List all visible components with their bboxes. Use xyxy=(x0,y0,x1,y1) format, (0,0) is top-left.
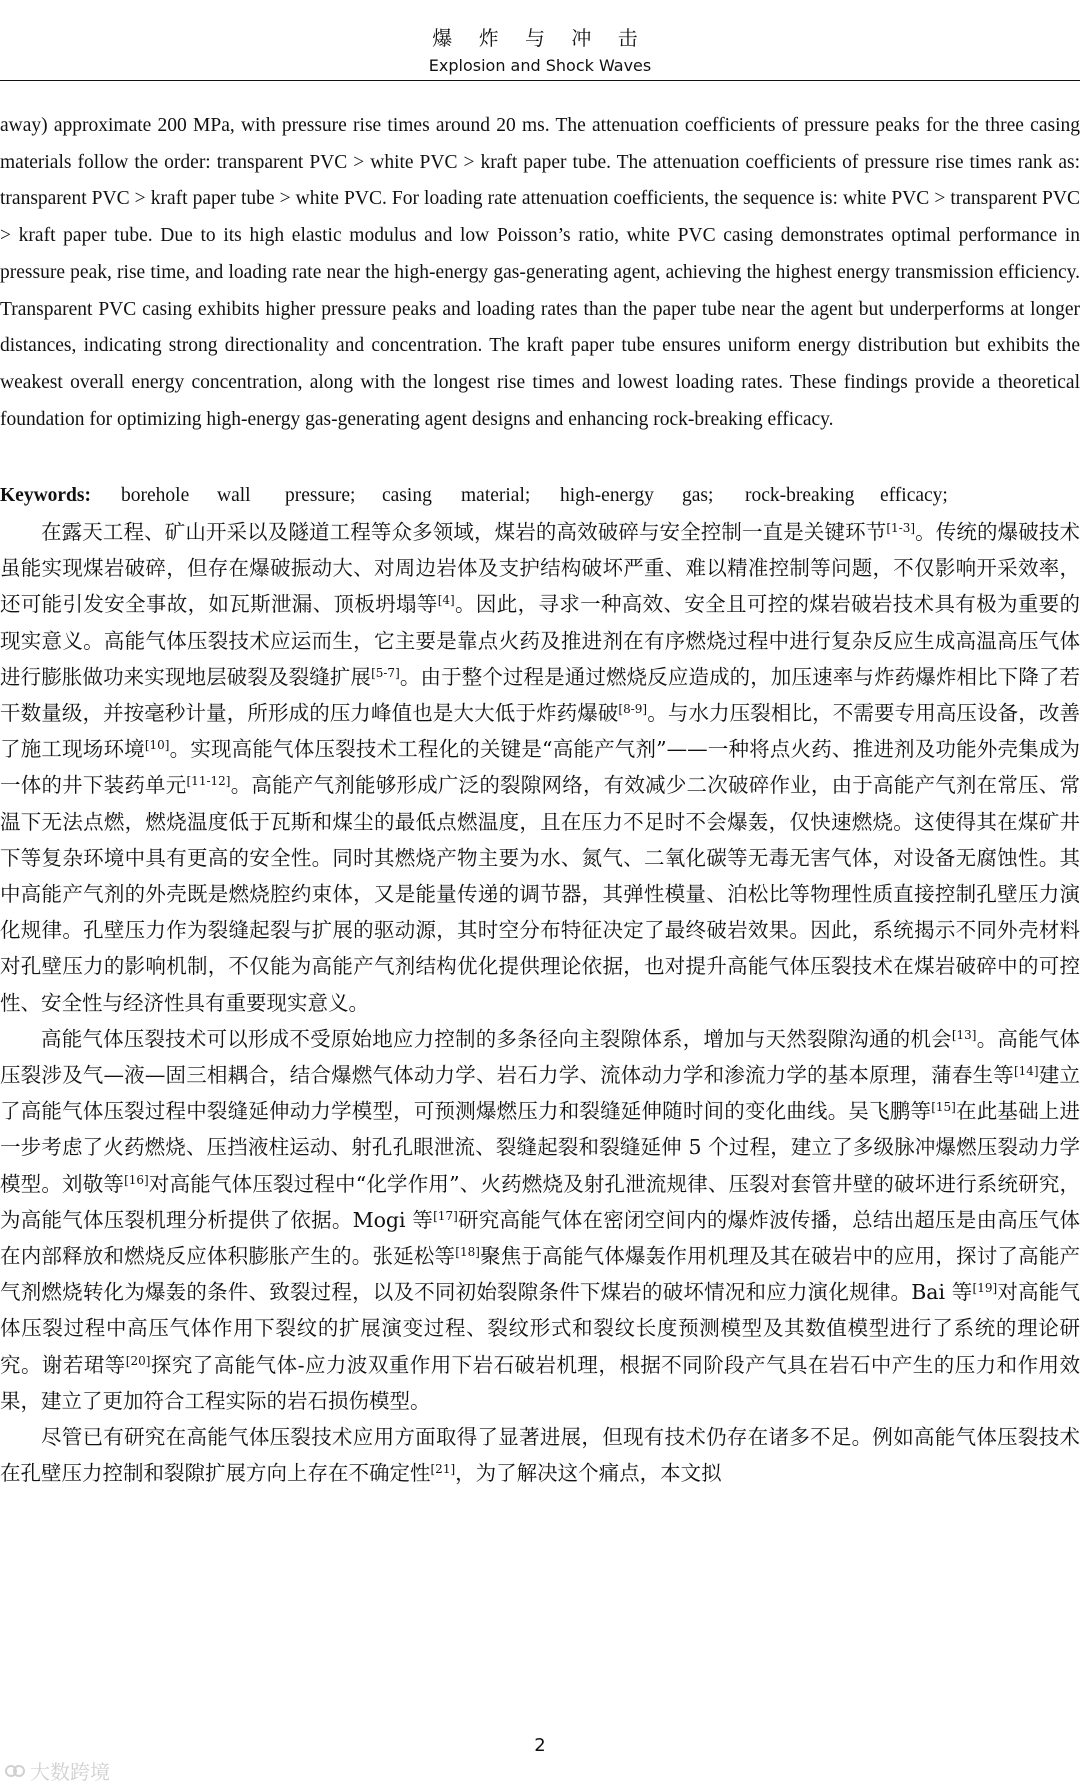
page-header xyxy=(0,0,1080,80)
body-paragraph-1 xyxy=(0,514,1080,1021)
body-text-run: 对高能气体压裂过程中“化学作用”、火药燃烧及射孔泄流规律、压裂对套管井壁的破坏进行系统研究，为高能气体压裂机理分析提供了依据。Mogi 等 xyxy=(0,1171,1080,1232)
header-divider xyxy=(0,80,1080,81)
body-text-run: 聚焦于高能气体爆轰作用机理及其在破岩中的应用，探讨了高能产气剂燃烧转化为爆轰的条件、致裂过程，以及不同初始裂隙条件下煤岩的破坏情况和应力演化规律。Bai 等 xyxy=(0,1244,1080,1305)
body-text-run: ，为了解决这个痛点，本文拟 xyxy=(455,1461,722,1486)
citation-ref[interactable]: [14] xyxy=(1013,1064,1039,1079)
abstract-paragraph: away) approximate 200 MPa, with pressure rise times around 20 ms. The attenuation coefficients of pressure peaks for the three casing materials follow the order: transparent PVC > white PVC > kraft paper tube. The attenuation coefficients of pressure rise times rank as: transparent PVC > kraft paper tube > white PVC. For loading rate attenuation coefficients, the sequence is: white PVC > transparent PVC > kraft paper tube. Due to its high elastic modulus and low Poisson’s ratio, white PVC casing demonstrates optimal performance in pressure peak, rise time, and loading rate near the high-energy gas-generating agent, achieving the highest energy transmission efficiency. Transparent PVC casing exhibits higher pressure peaks and loading rates than the paper tube near the agent but underperforms at longer distances, indicating strong directionality and concentration. The kraft paper tube ensures uniform energy distribution but exhibits the weakest overall energy concentration, along with the longest rise times and lowest loading rates. These findings provide a theoretical foundation for optimizing high-energy gas-generating agent designs and enhancing rock-breaking efficacy. xyxy=(0,115,1080,430)
citation-ref[interactable]: [13] xyxy=(951,1027,977,1042)
body-text-run: 尽管已有研究在高能气体压裂技术应用方面取得了显著进展，但现有技术仍存在诸多不足。例如高能气体压裂技术在孔壁压力控制和裂隙扩展方向上存在不确定性 xyxy=(0,1425,1080,1486)
body-text-run: 。高能气体压裂涉及气—液—固三相耦合，结合爆燃气体动力学、岩石力学、流体动力学和渗流力学的基本原理，蒲春生等 xyxy=(0,1026,1080,1088)
journal-title-chinese: 爆 炸 与 冲 击 xyxy=(432,26,648,50)
body-paragraph-2 xyxy=(0,1021,1080,1419)
keywords-label: Keywords: xyxy=(0,485,91,506)
citation-ref[interactable]: [4] xyxy=(437,593,455,608)
body-text-run: 建立了高能气体压裂过程中裂缝延伸动力学模型，可预测爆燃压力和裂缝延伸随时间的变化曲线。吴飞鹏等 xyxy=(0,1063,1080,1124)
keyword-term: wall xyxy=(217,485,251,506)
body-text-run: 。高能产气剂能够形成广泛的裂隙网络，有效减少二次破碎作业，由于高能产气剂在常压、常温下无法点燃，燃烧温度低于瓦斯和煤尘的最低点燃温度，且在压力不足时不会爆轰，仅快速燃烧。这使得其在煤矿井下等复杂环境中具有更高的安全性。同时其燃烧产物主要为水、氮气、二氧化碳等无毒无害气体，对设备无腐蚀性。其中高能产气剂的外壳既是燃烧腔约束体，又是能量传递的调节器，其弹性模量、泊松比等物理性质直接控制孔壁压力演化规律。孔壁压力作为裂缝起裂与扩展的驱动源，其时空分布特征决定了最终破岩效果。因此，系统揭示不同外壳材料对孔壁压力的影响机制，不仅能为高能产气剂结构优化提供理论依据，也对提升高能气体压裂技术在煤岩破碎中的可控性、安全性与经济性具有重要现实意义。 xyxy=(0,773,1080,1015)
keywords-line xyxy=(0,478,1080,514)
body-text-run: 在露天工程、矿山开采以及隧道工程等众多领域，煤岩的高效破碎与安全控制一直是关键环节 xyxy=(41,520,887,544)
body-paragraph-3 xyxy=(0,1419,1080,1491)
body-text-run: 。与水力压裂相比，不需要专用高压设备，改善了施工现场环境 xyxy=(0,701,1080,762)
keyword-term: pressure; xyxy=(285,485,356,506)
watermark xyxy=(4,1756,110,1785)
body-text-run: 。因此，寻求一种高效、安全且可控的煤岩破岩技术具有极为重要的现实意义。高能气体压裂技术应运而生，它主要是靠点火药及推进剂在有序燃烧过程中进行复杂反应生成高温高压气体进行膨胀做功来实现地层破裂及裂缝扩展 xyxy=(0,592,1080,689)
body-text-run: 探究了高能气体-应力波双重作用下岩石破岩机理，根据不同阶段产气具在岩石中产生的压力和作用效果，建立了更加符合工程实际的岩石损伤模型。 xyxy=(0,1352,1080,1413)
citation-ref[interactable]: [15] xyxy=(931,1100,956,1115)
body-text-run: 。实现高能气体压裂技术工程化的关键是“高能产气剂”——一种将点火药、推进剂及功能外壳集成为一体的井下装药单元 xyxy=(0,737,1080,798)
citation-ref[interactable]: [10] xyxy=(144,738,170,753)
keyword-term: borehole xyxy=(121,485,190,506)
journal-title-english: Explosion and Shock Waves xyxy=(428,56,652,75)
watermark-text: 大数跨境 xyxy=(30,1760,110,1784)
citation-ref[interactable]: [17] xyxy=(433,1208,458,1223)
citation-ref[interactable]: [1-3] xyxy=(886,521,916,535)
citation-ref[interactable]: [18] xyxy=(455,1245,480,1260)
body-text-run: 在此基础上进一步考虑了火药燃烧、压挡液柱运动、射孔孔眼泄流、裂缝起裂和裂缝延伸 5 个过程，建立了多级脉冲爆燃压裂动力学模型。刘敬等 xyxy=(0,1099,1080,1196)
citation-ref[interactable]: [11-12] xyxy=(186,774,231,789)
citation-ref[interactable]: [20] xyxy=(125,1353,151,1368)
citation-ref[interactable]: [21] xyxy=(430,1462,456,1477)
keyword-term: material; xyxy=(461,485,531,506)
page-number: 2 xyxy=(534,1735,546,1756)
keyword-term: casing xyxy=(382,485,432,506)
body-text-run: 对高能气体压裂过程中高压气体作用下裂纹的扩展演变过程、裂纹形式和裂纹长度预测模型及其数值模型进行了系统的理论研究。谢若珺等 xyxy=(0,1280,1080,1377)
keyword-term: rock-breaking xyxy=(745,485,855,506)
body-text xyxy=(0,514,1080,1491)
citation-ref[interactable]: [8-9] xyxy=(618,702,648,717)
body-text-run: 。传统的爆破技术虽能实现煤岩破碎，但存在爆破振动大、对周边岩体及支护结构破坏严重、难以精准控制等问题，不仅影响开采效率，还可能引发安全事故，如瓦斯泄漏、顶板坍塌等 xyxy=(0,520,1080,617)
citation-ref[interactable]: [5-7] xyxy=(371,665,400,680)
body-text-run: 。由于整个过程是通过燃烧反应造成的，加压速率与炸药爆炸相比下降了若干数量级，并按毫秒计量，所形成的压力峰值也是大大低于炸药爆破 xyxy=(0,664,1080,726)
keyword-term: efficacy; xyxy=(880,485,948,506)
body-text-run: 研究高能气体在密闭空间内的爆炸波传播，总结出超压是由高压气体在内部释放和燃烧反应体积膨胀产生的。张延松等 xyxy=(0,1207,1080,1269)
watermark-logo-icon xyxy=(4,1762,26,1780)
keyword-term: gas; xyxy=(682,485,714,506)
body-text-run: 高能气体压裂技术可以形成不受原始地应力控制的多条径向主裂隙体系，增加与天然裂隙沟通的机会 xyxy=(41,1026,952,1051)
keyword-term: high-energy xyxy=(560,485,654,506)
citation-ref[interactable]: [19] xyxy=(972,1281,998,1296)
citation-ref[interactable]: [16] xyxy=(124,1172,149,1187)
